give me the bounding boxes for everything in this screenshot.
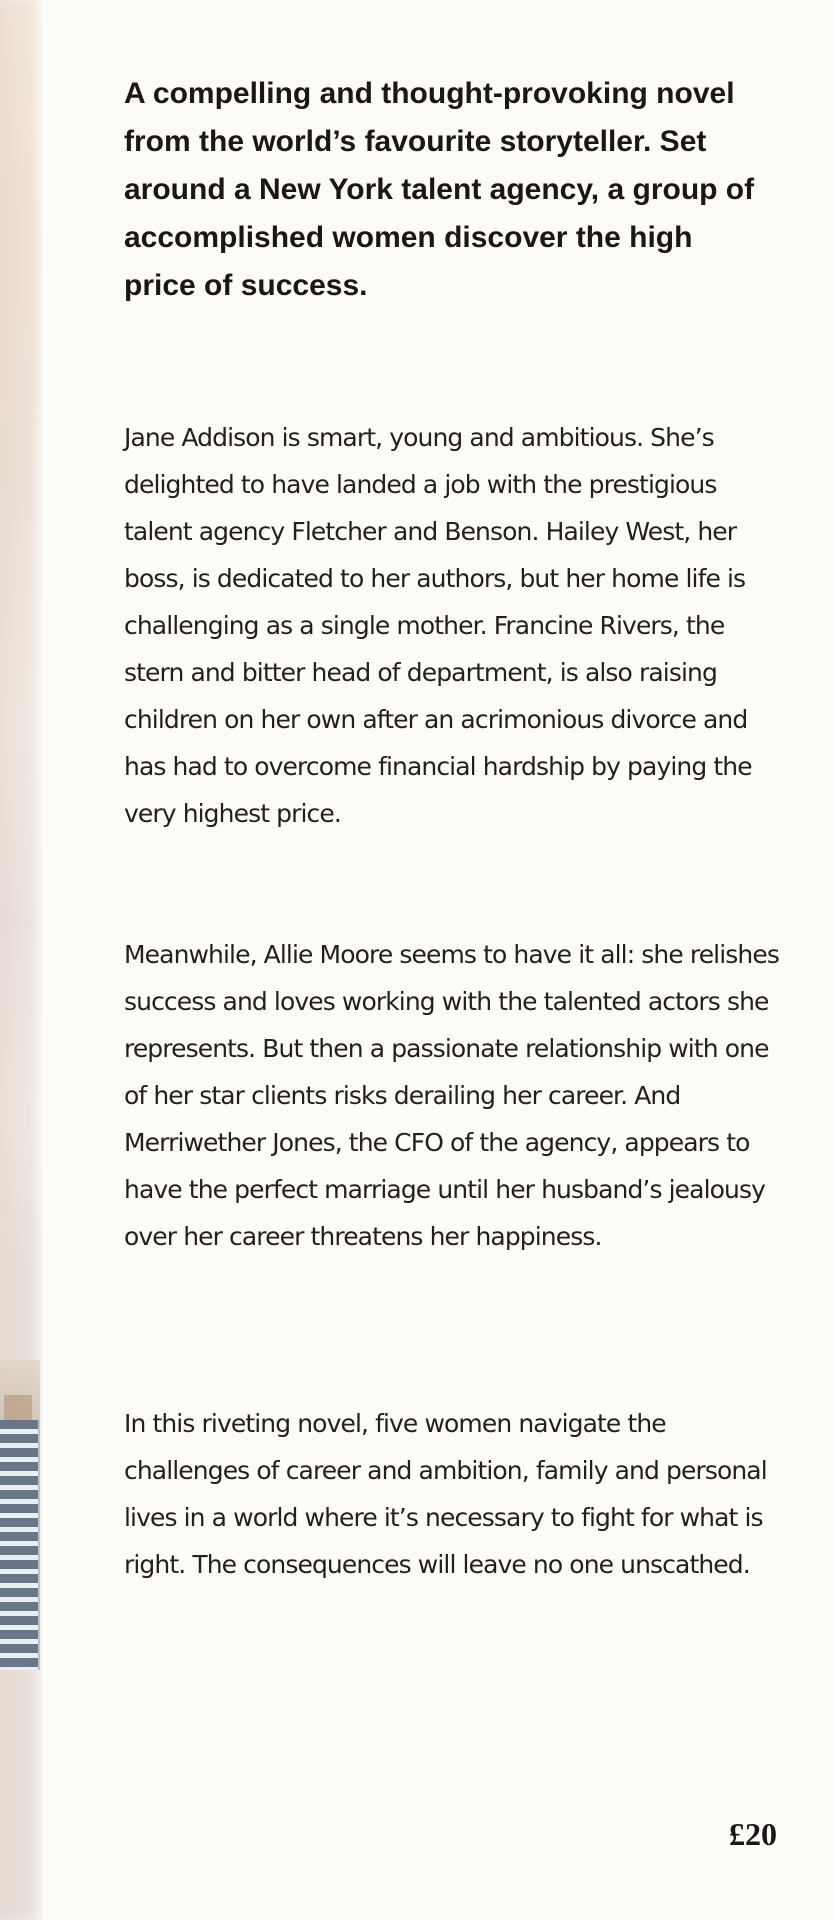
- building-top: [4, 1395, 32, 1423]
- building-windows: [0, 1420, 40, 1670]
- cover-edge-image: [0, 0, 42, 1920]
- description-paragraph-2: Meanwhile, Allie Moore seems to have it all: she relishes success and loves working with the talented actors she represents. But then a passionate relationship with one of her star clients risks derailing her career. And Merriwether Jones, the CFO of the agency, appears to have the perfect marriage until her husband’s jealousy over her career threatens her happiness.: [124, 940, 779, 1251]
- price-label: £20: [729, 1816, 777, 1852]
- blurb-heading: A compelling and thought-provoking novel from the world’s favourite storyteller. Set around a New York talent agency, a group of accomplished women discover the high price of success.: [124, 77, 755, 302]
- city-skyline-image: [0, 1340, 40, 1680]
- description-paragraph-3: In this riveting novel, five women navigate the challenges of career and ambition, family and personal lives in a world where it’s necessary to fight for what is right. The consequences will leave no one unscathed.: [124, 1409, 767, 1579]
- description-paragraph-1: Jane Addison is smart, young and ambitious. She’s delighted to have landed a job with the prestigious talent agency Fletcher and Benson. Hailey West, her boss, is dedicated to her authors, but her home life is challenging as a single mother. Francine Rivers, the stern and bitter head of department, is also raising children on her own after an acrimonious divorce and has had to overcome financial hardship by paying the very highest price.: [124, 423, 752, 828]
